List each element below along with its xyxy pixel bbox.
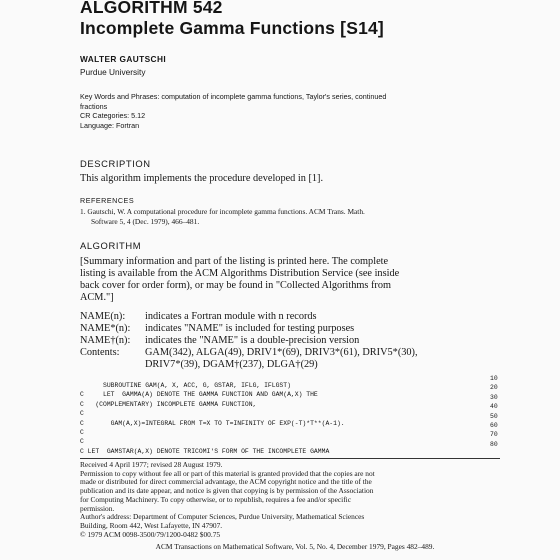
line-number: 60 — [490, 421, 498, 429]
reference-item — [80, 207, 500, 226]
line-number: 40 — [490, 403, 498, 411]
line-number: 80 — [490, 440, 498, 448]
code-line: SUBROUTINE GAM(A, X, ACC, G, GSTAR, IFLG, IFLGST) 10 — [80, 375, 498, 389]
module-line — [80, 311, 510, 323]
module-line — [80, 323, 510, 335]
keywords-line: fractions — [80, 101, 108, 111]
code-line: C 70 — [80, 431, 498, 446]
contents-label: Contents: — [80, 347, 120, 359]
author-address: Building, Room 442, West Lafayette, IN 47907. — [80, 520, 223, 530]
code-listing — [80, 374, 510, 455]
author-address: Author's address: Department of Computer Sciences, Purdue University, Mathematical Sciences — [80, 512, 365, 522]
line-number: 30 — [490, 393, 498, 401]
description-heading: DESCRIPTION — [80, 158, 151, 169]
permission-line: permission. — [80, 503, 115, 513]
footnote-block — [80, 461, 510, 539]
summary-line: back cover for order form), or may be found in "Collected Algorithms from — [80, 280, 392, 292]
algorithm-heading: ALGORITHM — [80, 240, 142, 251]
algorithm-summary — [80, 256, 505, 304]
references-heading: REFERENCES — [80, 196, 135, 205]
code-line: C 60 — [80, 421, 498, 436]
paper-title: Incomplete Gamma Functions [S14] — [80, 18, 384, 38]
module-value: indicates the "NAME" is a double-precision version — [145, 335, 360, 347]
cr-categories: CR Categories: 5.12 — [80, 111, 146, 121]
permission-line: made or distributed for direct commercial advantage, the ACM copyright notice and the title of the — [80, 477, 372, 487]
algorithm-number: ALGORITHM 542 — [80, 0, 223, 17]
permission-line: Permission to copy without fee all or part of this material is granted provided that the copies are not — [80, 468, 375, 478]
journal-footer: ACM Transactions on Mathematical Software, Vol. 5, No. 4, December 1979, Pages 482–489. — [155, 542, 435, 551]
footnote-rule — [80, 458, 500, 459]
contents-value: GAM(342), ALGA(49), DRIV1*(69), DRIV3*(61), DRIV5*(30), — [145, 347, 418, 359]
line-number: 20 — [490, 384, 498, 392]
reference-line: Software 5, 4 (Dec. 1979), 466–481. — [91, 216, 200, 226]
author-name: WALTER GAUTSCHI — [80, 54, 167, 64]
permission-line: publication and its date appear, and notice is given that copying is by permission of the Association — [80, 486, 374, 496]
line-number: 10 — [490, 375, 498, 382]
module-label: NAME†(n): — [80, 335, 131, 347]
line-number: 50 — [490, 412, 498, 420]
keywords-line: Key Words and Phrases: computation of incomplete gamma functions, Taylor's series, continued — [80, 92, 387, 101]
copyright-line: © 1979 ACM 0098-3500/79/1200-0482 $00.75 — [80, 529, 221, 539]
line-number: 70 — [490, 431, 498, 439]
received-dates: Received 4 April 1977; revised 28 August 1979. — [80, 460, 223, 469]
code-line: C 40 — [80, 403, 498, 418]
module-value: indicates a Fortran module with n records — [145, 311, 317, 322]
code-line: C (COMPLEMENTARY) INCOMPLETE GAMMA FUNCTION, 30 — [80, 393, 498, 408]
language: Language: Fortran — [80, 120, 140, 130]
code-line: C GAM(A,X)=INTEGRAL FROM T=X TO T=INFINITY OF EXP(-T)*T**(A-1). 50 — [80, 412, 498, 427]
reference-line: 1. Gautschi, W. A computational procedure for incomplete gamma functions. ACM Trans. Math. — [80, 207, 365, 216]
author-affiliation: Purdue University — [80, 67, 146, 77]
module-value: indicates "NAME" is included for testing purposes — [145, 323, 355, 335]
permission-line: for Computing Machinery. To copy otherwise, or to republish, requires a fee and/or specific — [80, 494, 352, 504]
contents-line: DRIV7*(39), DGAM†(237), DLGA†(29) — [145, 359, 318, 371]
description-text: This algorithm implements the procedure developed in [1]. — [80, 173, 324, 184]
code-line: C LET GAMSTAR(A,X) DENOTE TRICOMI'S FORM OF THE INCOMPLETE GAMMA 80 — [80, 440, 498, 455]
module-label: NAME(n): — [80, 311, 126, 322]
summary-line: listing is available from the ACM Algorithms Distribution Service (see inside — [80, 268, 400, 280]
code-line: C LET GAMMA(A) DENOTE THE GAMMA FUNCTION AND GAM(A,X) THE 20 — [80, 384, 498, 399]
module-legend — [80, 311, 510, 371]
module-line — [80, 335, 510, 347]
summary-line: ACM."] — [80, 292, 114, 304]
contents-line — [80, 347, 510, 359]
keywords-block — [80, 92, 500, 130]
module-label: NAME*(n): — [80, 323, 131, 335]
summary-line: [Summary information and part of the listing is printed here. The complete — [80, 256, 389, 267]
